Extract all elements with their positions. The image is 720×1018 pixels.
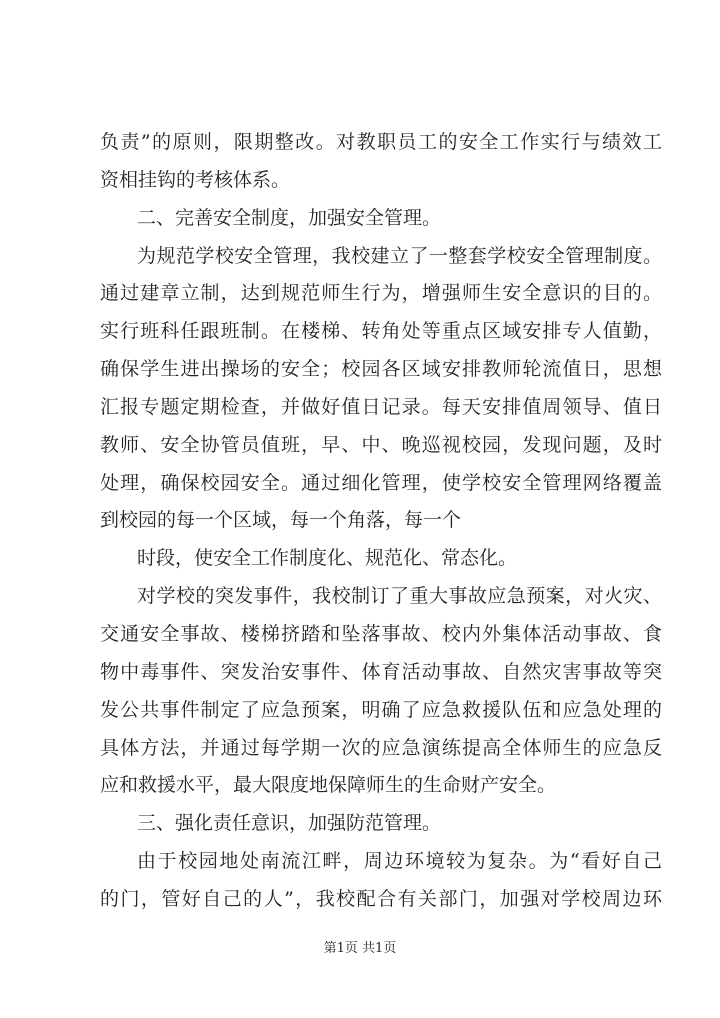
text-line: 对学校的突发事件，我校制订了重大事故应急预案，对火灾、 — [137, 585, 662, 608]
text-line: 实行班科任跟班制。在楼梯、转角处等重点区域安排专人值勤， — [100, 320, 662, 343]
text-line: 由于校园地处南流江畔，周边环境较为复杂。为“看好自己 — [137, 850, 662, 873]
text-line: 三、强化责任意识，加强防范管理。 — [137, 812, 442, 835]
text-line: 具体方法，并通过每学期一次的应急演练提高全体师生的应急反 — [100, 736, 662, 759]
text-line: 到校园的每一个区域，每一个角落，每一个 — [100, 509, 462, 532]
page-footer: 第1页 共1页 — [323, 941, 397, 956]
text-line: 应和救援水平，最大限度地保障师生的生命财产安全。 — [100, 774, 557, 797]
text-line: 时段，使安全工作制度化、规范化、常态化。 — [137, 547, 518, 570]
text-line: 教师、安全协管员值班，早、中、晚巡视校园，发现问题，及时 — [100, 433, 662, 456]
text-line: 确保学生进出操场的安全；校园各区域安排教师轮流值日，思想 — [100, 358, 662, 381]
text-line: 处理，确保校园安全。通过细化管理，使学校安全管理网络覆盖 — [100, 471, 662, 494]
text-line: 二、完善安全制度，加强安全管理。 — [137, 206, 442, 229]
document-body — [100, 124, 662, 919]
text-line: 交通安全事故、楼梯挤踏和坠落事故、校内外集体活动事故、食 — [100, 622, 662, 645]
text-line: 物中毒事件、突发治安事件、体育活动事故、自然灾害事故等突 — [100, 660, 662, 683]
text-line: 通过建章立制，达到规范师生行为，增强师生安全意识的目的。 — [100, 282, 662, 305]
text-line: 汇报专题定期检查，并做好值日记录。每天安排值周领导、值日 — [100, 395, 662, 418]
text-line: 资相挂钩的考核体系。 — [100, 168, 291, 191]
text-line: 为规范学校安全管理，我校建立了一整套学校安全管理制度。 — [137, 244, 662, 267]
text-line: 的门，管好自己的人”，我校配合有关部门，加强对学校周边环 — [100, 887, 662, 910]
text-line: 发公共事件制定了应急预案，明确了应急救援队伍和应急处理的 — [100, 698, 662, 721]
text-line: 负责”的原则，限期整改。对教职员工的安全工作实行与绩效工 — [100, 131, 662, 153]
